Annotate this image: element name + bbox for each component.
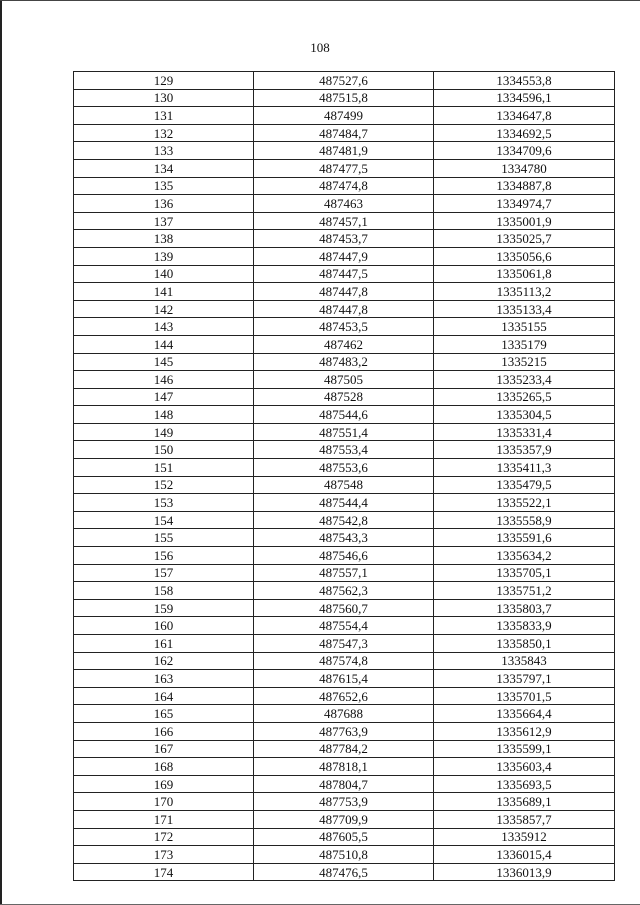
- point-number-cell: 153: [74, 494, 254, 512]
- point-number-cell: 157: [74, 564, 254, 582]
- point-number-cell: 146: [74, 371, 254, 389]
- point-number-cell: 173: [74, 846, 254, 864]
- x-coordinate-cell: 487546,6: [254, 547, 434, 565]
- point-number-cell: 164: [74, 687, 254, 705]
- point-number-cell: 154: [74, 511, 254, 529]
- y-coordinate-cell: 1335701,5: [434, 687, 615, 705]
- y-coordinate-cell: 1335304,5: [434, 406, 615, 424]
- point-number-cell: 169: [74, 775, 254, 793]
- x-coordinate-cell: 487510,8: [254, 846, 434, 864]
- table-row: [74, 300, 615, 318]
- x-coordinate-cell: 487818,1: [254, 758, 434, 776]
- point-number-cell: 160: [74, 617, 254, 635]
- table-row: [74, 775, 615, 793]
- y-coordinate-cell: 1335803,7: [434, 599, 615, 617]
- x-coordinate-cell: 487709,9: [254, 810, 434, 828]
- x-coordinate-cell: 487457,1: [254, 212, 434, 230]
- x-coordinate-cell: 487605,5: [254, 828, 434, 846]
- y-coordinate-cell: 1335664,4: [434, 705, 615, 723]
- y-coordinate-cell: 1335693,5: [434, 775, 615, 793]
- x-coordinate-cell: 487554,4: [254, 617, 434, 635]
- point-number-cell: 149: [74, 423, 254, 441]
- page-number: 108: [310, 40, 330, 55]
- point-number-cell: 137: [74, 212, 254, 230]
- point-number-cell: 148: [74, 406, 254, 424]
- x-coordinate-cell: 487557,1: [254, 564, 434, 582]
- x-coordinate-cell: 487447,5: [254, 265, 434, 283]
- table-row: [74, 72, 615, 90]
- y-coordinate-cell: 1334596,1: [434, 89, 615, 107]
- table-row: [74, 159, 615, 177]
- point-number-cell: 142: [74, 300, 254, 318]
- y-coordinate-cell: 1335479,5: [434, 476, 615, 494]
- x-coordinate-cell: 487615,4: [254, 670, 434, 688]
- point-number-cell: 131: [74, 107, 254, 125]
- x-coordinate-cell: 487483,2: [254, 353, 434, 371]
- x-coordinate-cell: 487474,8: [254, 177, 434, 195]
- x-coordinate-cell: 487544,4: [254, 494, 434, 512]
- x-coordinate-cell: 487447,8: [254, 283, 434, 301]
- point-number-cell: 143: [74, 318, 254, 336]
- point-number-cell: 166: [74, 722, 254, 740]
- x-coordinate-cell: 487463: [254, 195, 434, 213]
- table-row: [74, 582, 615, 600]
- point-number-cell: 129: [74, 72, 254, 90]
- table-row: [74, 476, 615, 494]
- y-coordinate-cell: 1334887,8: [434, 177, 615, 195]
- point-number-cell: 150: [74, 441, 254, 459]
- y-coordinate-cell: 1335634,2: [434, 547, 615, 565]
- y-coordinate-cell: 1334974,7: [434, 195, 615, 213]
- x-coordinate-cell: 487553,4: [254, 441, 434, 459]
- coordinates-table: [73, 71, 615, 881]
- x-coordinate-cell: 487574,8: [254, 652, 434, 670]
- point-number-cell: 156: [74, 547, 254, 565]
- y-coordinate-cell: 1335056,6: [434, 247, 615, 265]
- y-coordinate-cell: 1335025,7: [434, 230, 615, 248]
- x-coordinate-cell: 487499: [254, 107, 434, 125]
- y-coordinate-cell: 1335912: [434, 828, 615, 846]
- table-row: [74, 265, 615, 283]
- y-coordinate-cell: 1334647,8: [434, 107, 615, 125]
- y-coordinate-cell: 1336013,9: [434, 863, 615, 881]
- table-row: [74, 423, 615, 441]
- point-number-cell: 168: [74, 758, 254, 776]
- y-coordinate-cell: 1334553,8: [434, 72, 615, 90]
- x-coordinate-cell: 487476,5: [254, 863, 434, 881]
- y-coordinate-cell: 1335833,9: [434, 617, 615, 635]
- table-row: [74, 687, 615, 705]
- table-row: [74, 142, 615, 160]
- x-coordinate-cell: 487515,8: [254, 89, 434, 107]
- point-number-cell: 145: [74, 353, 254, 371]
- point-number-cell: 133: [74, 142, 254, 160]
- y-coordinate-cell: 1334709,6: [434, 142, 615, 160]
- table-row: [74, 212, 615, 230]
- y-coordinate-cell: 1335155: [434, 318, 615, 336]
- point-number-cell: 136: [74, 195, 254, 213]
- x-coordinate-cell: 487753,9: [254, 793, 434, 811]
- y-coordinate-cell: 1335857,7: [434, 810, 615, 828]
- x-coordinate-cell: 487562,3: [254, 582, 434, 600]
- x-coordinate-cell: 487477,5: [254, 159, 434, 177]
- table-row: [74, 846, 615, 864]
- table-row: [74, 335, 615, 353]
- x-coordinate-cell: 487542,8: [254, 511, 434, 529]
- table-row: [74, 459, 615, 477]
- point-number-cell: 159: [74, 599, 254, 617]
- x-coordinate-cell: 487560,7: [254, 599, 434, 617]
- point-number-cell: 130: [74, 89, 254, 107]
- x-coordinate-cell: 487447,9: [254, 247, 434, 265]
- y-coordinate-cell: 1335179: [434, 335, 615, 353]
- point-number-cell: 162: [74, 652, 254, 670]
- point-number-cell: 163: [74, 670, 254, 688]
- table-row: [74, 511, 615, 529]
- y-coordinate-cell: 1335843: [434, 652, 615, 670]
- x-coordinate-cell: 487481,9: [254, 142, 434, 160]
- x-coordinate-cell: 487484,7: [254, 124, 434, 142]
- x-coordinate-cell: 487804,7: [254, 775, 434, 793]
- table-row: [74, 617, 615, 635]
- table-row: [74, 529, 615, 547]
- y-coordinate-cell: 1335705,1: [434, 564, 615, 582]
- y-coordinate-cell: 1335603,4: [434, 758, 615, 776]
- x-coordinate-cell: 487544,6: [254, 406, 434, 424]
- table-row: [74, 195, 615, 213]
- point-number-cell: 135: [74, 177, 254, 195]
- table-row: [74, 652, 615, 670]
- x-coordinate-cell: 487652,6: [254, 687, 434, 705]
- x-coordinate-cell: 487528: [254, 388, 434, 406]
- x-coordinate-cell: 487551,4: [254, 423, 434, 441]
- table-row: [74, 494, 615, 512]
- table-row: [74, 828, 615, 846]
- table-row: [74, 599, 615, 617]
- table-row: [74, 810, 615, 828]
- table-row: [74, 564, 615, 582]
- y-coordinate-cell: 1335522,1: [434, 494, 615, 512]
- table-row: [74, 705, 615, 723]
- table-row: [74, 353, 615, 371]
- x-coordinate-cell: 487527,6: [254, 72, 434, 90]
- point-number-cell: 134: [74, 159, 254, 177]
- point-number-cell: 167: [74, 740, 254, 758]
- table-row: [74, 247, 615, 265]
- y-coordinate-cell: 1335689,1: [434, 793, 615, 811]
- table-row: [74, 177, 615, 195]
- table-row: [74, 670, 615, 688]
- point-number-cell: 152: [74, 476, 254, 494]
- table-row: [74, 388, 615, 406]
- table-row: [74, 107, 615, 125]
- table-row: [74, 406, 615, 424]
- table-row: [74, 758, 615, 776]
- table-row: [74, 740, 615, 758]
- y-coordinate-cell: 1335599,1: [434, 740, 615, 758]
- point-number-cell: 172: [74, 828, 254, 846]
- y-coordinate-cell: 1334692,5: [434, 124, 615, 142]
- point-number-cell: 158: [74, 582, 254, 600]
- point-number-cell: 174: [74, 863, 254, 881]
- x-coordinate-cell: 487462: [254, 335, 434, 353]
- table-row: [74, 89, 615, 107]
- y-coordinate-cell: 1335233,4: [434, 371, 615, 389]
- table-row: [74, 230, 615, 248]
- table-row: [74, 863, 615, 881]
- point-number-cell: 165: [74, 705, 254, 723]
- point-number-cell: 132: [74, 124, 254, 142]
- y-coordinate-cell: 1335331,4: [434, 423, 615, 441]
- y-coordinate-cell: 1334780: [434, 159, 615, 177]
- point-number-cell: 161: [74, 635, 254, 653]
- x-coordinate-cell: 487763,9: [254, 722, 434, 740]
- x-coordinate-cell: 487547,3: [254, 635, 434, 653]
- y-coordinate-cell: 1335133,4: [434, 300, 615, 318]
- table-row: [74, 318, 615, 336]
- table-row: [74, 283, 615, 301]
- y-coordinate-cell: 1335751,2: [434, 582, 615, 600]
- point-number-cell: 141: [74, 283, 254, 301]
- x-coordinate-cell: 487784,2: [254, 740, 434, 758]
- y-coordinate-cell: 1335850,1: [434, 635, 615, 653]
- x-coordinate-cell: 487505: [254, 371, 434, 389]
- point-number-cell: 144: [74, 335, 254, 353]
- table-row: [74, 371, 615, 389]
- x-coordinate-cell: 487447,8: [254, 300, 434, 318]
- y-coordinate-cell: 1335411,3: [434, 459, 615, 477]
- y-coordinate-cell: 1335001,9: [434, 212, 615, 230]
- y-coordinate-cell: 1335612,9: [434, 722, 615, 740]
- point-number-cell: 151: [74, 459, 254, 477]
- table-row: [74, 441, 615, 459]
- x-coordinate-cell: 487553,6: [254, 459, 434, 477]
- y-coordinate-cell: 1336015,4: [434, 846, 615, 864]
- y-coordinate-cell: 1335558,9: [434, 511, 615, 529]
- y-coordinate-cell: 1335113,2: [434, 283, 615, 301]
- scan-border-top: [0, 0, 640, 1]
- table-row: [74, 722, 615, 740]
- point-number-cell: 170: [74, 793, 254, 811]
- y-coordinate-cell: 1335591,6: [434, 529, 615, 547]
- table-row: [74, 793, 615, 811]
- coordinates-table-body: [74, 72, 615, 881]
- point-number-cell: 171: [74, 810, 254, 828]
- y-coordinate-cell: 1335357,9: [434, 441, 615, 459]
- table-row: [74, 124, 615, 142]
- point-number-cell: 139: [74, 247, 254, 265]
- x-coordinate-cell: 487688: [254, 705, 434, 723]
- x-coordinate-cell: 487548: [254, 476, 434, 494]
- y-coordinate-cell: 1335265,5: [434, 388, 615, 406]
- point-number-cell: 155: [74, 529, 254, 547]
- point-number-cell: 140: [74, 265, 254, 283]
- point-number-cell: 138: [74, 230, 254, 248]
- table-row: [74, 547, 615, 565]
- point-number-cell: 147: [74, 388, 254, 406]
- y-coordinate-cell: 1335215: [434, 353, 615, 371]
- x-coordinate-cell: 487453,7: [254, 230, 434, 248]
- x-coordinate-cell: 487453,5: [254, 318, 434, 336]
- table-row: [74, 635, 615, 653]
- y-coordinate-cell: 1335061,8: [434, 265, 615, 283]
- scan-border-left: [0, 0, 2, 905]
- x-coordinate-cell: 487543,3: [254, 529, 434, 547]
- y-coordinate-cell: 1335797,1: [434, 670, 615, 688]
